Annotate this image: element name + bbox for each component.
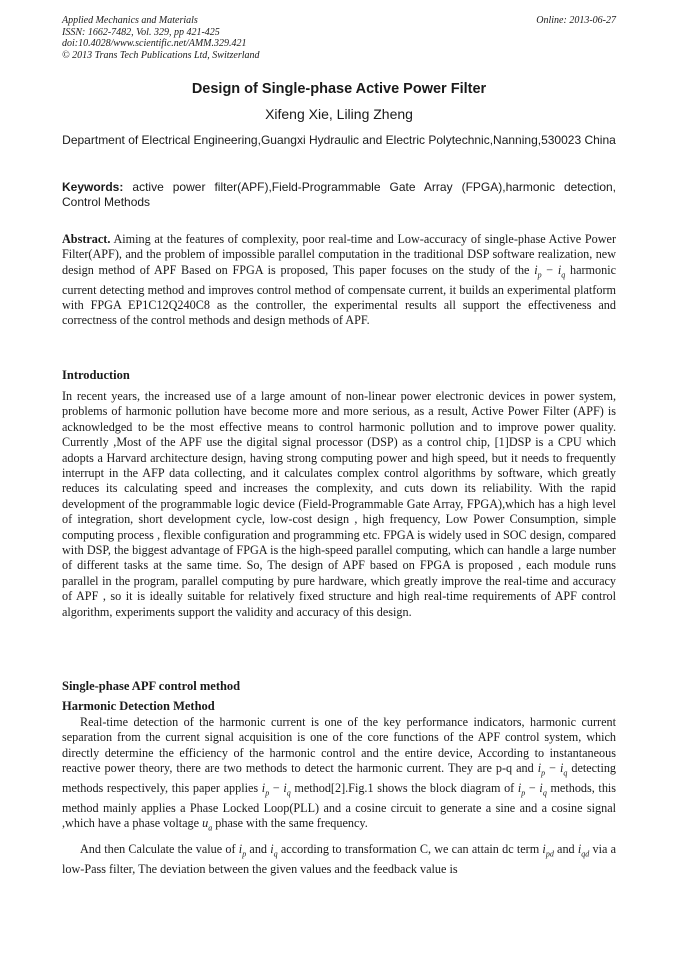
affiliation: Department of Electrical Engineering,Guangxi Hydraulic and Electric Polytechnic,Nanning,530023 China <box>62 133 616 147</box>
keywords <box>62 180 616 209</box>
ip-iq-formula: $i_p - i_q$ <box>537 761 568 778</box>
ipd-symbol: $i_{pd}$ <box>542 842 554 859</box>
journal-header <box>62 15 260 61</box>
paper-title: Design of Single-phase Active Power Filter <box>191 81 487 97</box>
section-heading: Single-phase APF control method <box>62 679 241 693</box>
iqd-symbol: $i_{qd}$ <box>577 842 590 859</box>
abstract-label: Abstract. <box>62 232 111 246</box>
paragraph-2: And then Calculate the value of $i_p$ and $i_q$ according to transformation C, we can attain dc term $i_{pd}$ and $i_{qd}$ via a low-Pass filter, The deviation between the given values and the feedback value is <box>62 842 617 876</box>
introduction-heading: Introduction <box>62 368 130 382</box>
ip-iq-formula: $i_p - i_q$ <box>261 781 291 798</box>
keywords-text: active power filter(APF),Field-Programmable Gate Array (FPGA),harmonic detection, Control Methods <box>62 180 616 209</box>
paragraph-1: Real-time detection of the harmonic current is one of the key performance indicators, harmonic current separation from the current signal acquisition is one of the core functions of the APF control system, which directly determine the efficiency of the harmonic control and the entire device, According to instantaneous reactive power theory, there are two methods to detect the harmonic current. They are p-q and $i_p - i_q$ detecting methods respectively, this paper applies $i_p - i_q$ method[2].Fig.1 shows the block diagram of $i_p - i_q$ methods, this method mainly applies a Phase Locked Loop(PLL) and a cosine circuit to generate a sine and a cosine signal ,which have a phase voltage $u_a$ phase with the same frequency. <box>62 715 617 833</box>
ip-iq-formula: $i_p - i_q$ <box>534 262 566 280</box>
iq-symbol: $i_q$ <box>270 842 278 859</box>
abstract-text-2: harmonic current detecting method and improves control method of compensate current, it builds an experimental platform with FPGA EP1C12Q240C8 as the controller, the experimental results all support the effectiveness and correctness of the control methods and design methods of APF. <box>62 262 617 328</box>
harmonic-detection-body <box>62 715 616 877</box>
ua-symbol: $u_a$ <box>202 816 213 833</box>
introduction-text: In recent years, the increased use of a large amount of non-linear power electronic devices in power system, problems of harmonic pollution have become more and more serious, as a result, Active Power Filter (APF) is acknowledged to be the most effective means to control harmonic pollution and to improve power quality. Currently ,Most of the APF use the digital signal processor (DSP) as a control chip, [1]DSP is a CPU which adopts a Harvard architecture design, having strong computing power and high speed, but it needs to frequently interrupt in the AFP data collecting, and it calculates complex control algorithms by software, which greatly reduces its calculating speed and increases the complexity, and cuts down its reliability. With the rapid development of the programmable logic device (Field-Programmable Gate Array, FPGA),which has a high level of integration, short development cycle, low-cost design , high frequency, Low Power Consumption, simple computing process , flexible configuration and programming etc. FPGA is widely used in SOC design, compared with DSP, the biggest advantage of FPGA is the high-speed parallel computing, which can handle a large number of different tasks at the same time. So, The design of APF based on FPGA is proposed , each module runs parallel in the program, parallel computing by pure hardware, which greatly improve the real-time and accuracy of APF , so it is ideally suitable for relatively fixed structure and high real-time requirements of APF control algorithm, experiments support the validity and accuracy of this design. <box>62 389 616 619</box>
keywords-label: Keywords: <box>62 180 124 194</box>
online-date: Online: 2013-06-27 <box>536 15 616 26</box>
ip-iq-formula: $i_p - i_q$ <box>517 781 547 798</box>
copyright-line: © 2013 Trans Tech Publications Ltd, Switzerland <box>62 49 260 61</box>
ip-symbol: $i_p$ <box>238 842 247 859</box>
abstract <box>62 232 616 329</box>
issn-line: ISSN: 1662-7482, Vol. 329, pp 421-425 <box>62 26 220 38</box>
introduction-body <box>62 389 616 620</box>
subsection-heading: Harmonic Detection Method <box>62 699 215 713</box>
doi-line[interactable]: doi:10.4028/www.scientific.net/AMM.329.421 <box>62 38 247 49</box>
abstract-text-1: Aiming at the features of complexity, poor real-time and Low-accuracy of single-phase Active Power Filter(APF), and the problem of impossible parallel computation in the traditional DSP software realization, new design method of APF Based on FPGA is proposed, This paper focuses on the study of the <box>62 232 617 277</box>
paper-authors: Xifeng Xie, Liling Zheng <box>265 106 413 122</box>
journal-name: Applied Mechanics and Materials <box>62 15 198 26</box>
